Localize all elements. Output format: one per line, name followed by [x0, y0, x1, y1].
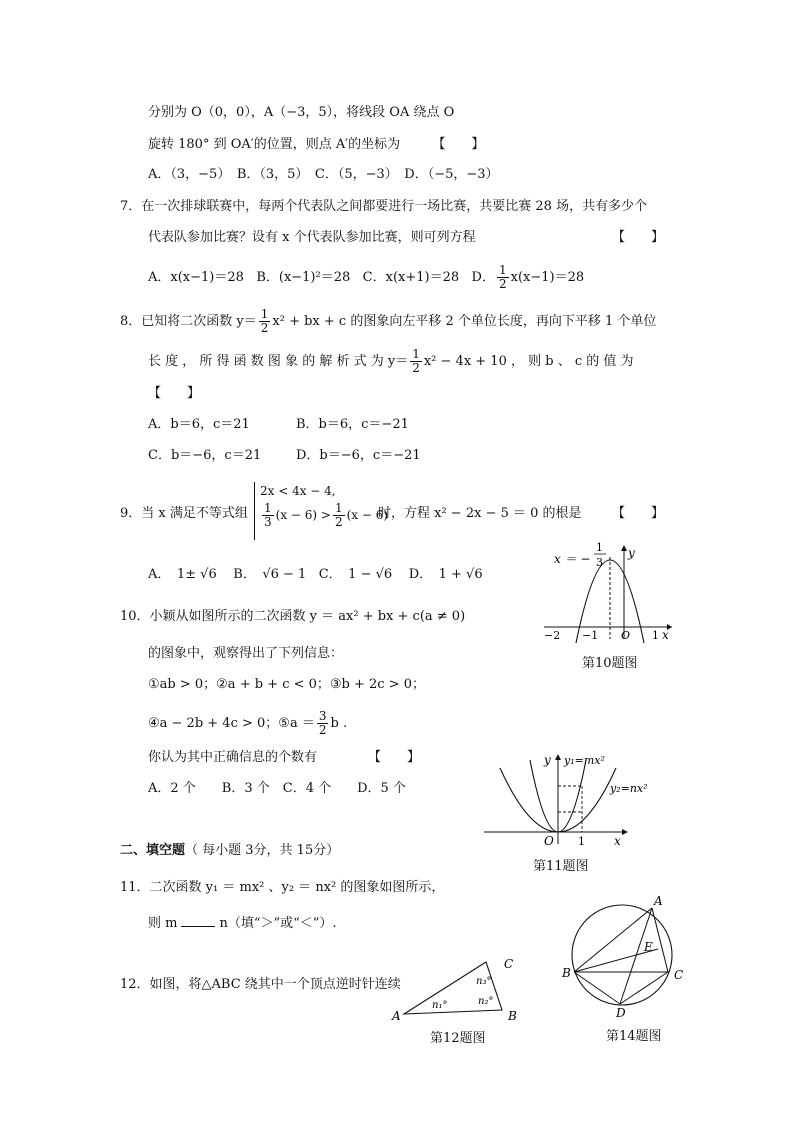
fig12-angle-n1: n₁°	[432, 1000, 448, 1011]
q7-line2: 代表队参加比赛？设有 x 个代表队参加比赛，则可列方程	[148, 230, 476, 245]
figure-14	[560, 893, 690, 1018]
q8-line1	[120, 308, 656, 335]
q7-frac-num: 1	[498, 263, 507, 277]
fig11-curve2-label: y₂=nx²	[610, 782, 648, 795]
fig11-x-label: x	[614, 834, 621, 848]
fig10-axis-num: 1	[596, 541, 603, 554]
q9-system-brace	[254, 482, 255, 540]
fig10-tick-1: 1	[652, 629, 659, 642]
fig11-x-arrow	[622, 829, 628, 835]
fig14-segment-bd	[574, 972, 620, 1004]
q8-pre: 8．已知将二次函数 y＝	[120, 314, 257, 329]
section-2-heading	[120, 842, 339, 860]
q10-frac-num: 3	[318, 709, 327, 723]
q8-line2-pre: 长 度 ， 所 得 函 数 图 象 的 解 析 式 为 y＝	[148, 354, 409, 369]
q11-line1: 11．二次函数 y₁ ＝ mx² 、y₂ ＝ nx² 的图象如图所示，	[120, 880, 445, 895]
q7-option-c: C．x(x+1)＝28	[362, 270, 460, 285]
q8-line2-fraction	[410, 348, 422, 375]
q9-option-d: D． 1 + √6	[408, 567, 483, 582]
q9-frac-b-num: 1	[334, 501, 343, 515]
q9-option-b: B． √6 − 1	[233, 567, 307, 582]
fig14-label-e: E	[644, 940, 653, 954]
q8-frac-den: 2	[260, 321, 269, 335]
fig14-label-c: C	[674, 968, 684, 982]
q7-answer-bracket: 【 】	[612, 230, 665, 245]
q9-frac-b	[333, 502, 345, 529]
q11-line2-post: n（填“＞”或“＜”）.	[219, 916, 337, 931]
q7-line1: 7．在一次排球联赛中，每两个代表队之间都要进行一场比赛，共要比赛 28 场，共有多少个	[120, 199, 648, 214]
q11-line2-pre: 则 m	[148, 916, 178, 931]
fig10-y-arrow	[621, 545, 627, 551]
q10-line3: ①ab > 0；②a + b + c < 0；③b + 2c > 0；	[148, 677, 426, 692]
q7-option-d-suffix: x(x−1)＝28	[510, 270, 585, 285]
fig10-tick-neg2: −2	[544, 629, 561, 642]
q11-answer-blank[interactable]	[181, 926, 215, 927]
q9-inequality-1: 2x < 4x − 4,	[260, 484, 336, 498]
fig11-caption: 第11题图	[533, 859, 589, 874]
q6-line2-text: 旋转 180° 到 OA′的位置，则点 A′的坐标为	[148, 137, 401, 152]
q7-frac-den: 2	[498, 277, 507, 291]
q8-option-c: C．b＝−6，c＝21	[148, 448, 262, 463]
q8-fraction	[259, 308, 271, 335]
q6-options: A．（3，−5） B．（3，5） C．（5，−3） D．（−5，−3）	[148, 167, 499, 182]
fig14-circle	[572, 905, 672, 1005]
q10-line4	[148, 710, 347, 737]
q9-ineq2-end: (x − 6)	[346, 508, 389, 522]
q9-answer-bracket: 【 】	[612, 506, 665, 521]
fig10-caption: 第10题图	[582, 656, 638, 671]
q10-answer-bracket: 【 】	[368, 750, 421, 765]
q7-options	[148, 264, 584, 291]
fig12-label-a: A	[392, 1009, 401, 1023]
fig10-x-label: x	[662, 628, 669, 642]
q9-inequality-2	[260, 502, 388, 529]
q9-option-a: A． 1± √6	[148, 567, 217, 582]
fig11-origin: O	[544, 834, 554, 848]
q10-options: A．2 个 B．3 个 C．4 个 D．5 个	[148, 781, 406, 796]
fig12-angle-n3: n₃°	[476, 976, 492, 987]
q10-fraction	[317, 710, 329, 737]
fig10-y-label: y	[628, 546, 635, 560]
q8-line2	[148, 348, 634, 375]
figure-12	[386, 948, 526, 1023]
fig11-curve1-label: y₁=mx²	[564, 754, 605, 767]
q9-pre: 9．当 x 满足不等式组	[120, 506, 248, 521]
q9-frac-b-den: 2	[334, 515, 343, 529]
q6-line2	[148, 136, 484, 154]
q10-line2: 的图象中，观察得出了下列信息：	[148, 646, 344, 661]
q7-option-d-fraction	[497, 264, 509, 291]
section-2-note: （ 每小题 3分，共 15分）	[185, 843, 340, 858]
q9-frac-a-den: 3	[264, 515, 272, 529]
figure-10	[540, 535, 680, 645]
fig14-label-b: B	[562, 966, 571, 980]
q10-line5: 你认为其中正确信息的个数有	[148, 750, 318, 765]
fig14-segment-ac	[652, 908, 668, 972]
q8-option-a: A．b＝6，c＝21	[148, 417, 250, 432]
fig14-segment-ab	[574, 908, 652, 972]
q10-frac-den: 2	[318, 723, 327, 737]
q8-answer-bracket: 【 】	[148, 386, 201, 401]
q12-line1: 12．如图，将△ABC 绕其中一个顶点逆时针连续	[120, 977, 401, 992]
q8-line2-post: x² − 4x + 10 ， 则 b 、 c 的 值 为	[423, 354, 634, 369]
fig11-tick-1: 1	[578, 835, 585, 848]
fig12-label-c: C	[504, 957, 514, 971]
q10-line4-pre: ④a − 2b + 4c > 0；⑤a ＝	[148, 716, 315, 731]
q9-options	[148, 566, 483, 584]
fig12-label-b: B	[508, 1009, 517, 1023]
fig10-tick-neg1: −1	[582, 629, 599, 642]
q6-answer-bracket: 【 】	[432, 137, 485, 152]
fig10-axis-label: x ＝ −	[554, 552, 591, 566]
q8-frac-num: 1	[260, 307, 269, 321]
q7-option-b: B．(x−1)²＝28	[256, 270, 351, 285]
fig10-axis-den: 3	[596, 556, 603, 569]
q8-option-d: D．b＝−6，c＝−21	[296, 448, 421, 463]
q9-ineq2-mid: (x − 6) >	[275, 508, 331, 522]
fig11-y-label: y	[544, 753, 551, 767]
q6-line1: 分别为 O（0，0），A（−3，5），将线段 OA 绕点 O	[148, 105, 455, 120]
q8-mid: x² + bx + c 的图象向左平移 2 个单位长度，再向下平移 1 个单位	[272, 314, 657, 329]
q9-frac-a-num: 1	[264, 501, 272, 515]
fig14-segment-ad	[620, 908, 652, 1004]
fig14-label-a: A	[654, 894, 663, 908]
fig12-angle-n2: n₂°	[478, 996, 494, 1007]
q8-line2-frac-den: 2	[412, 361, 420, 375]
q7-option-d-prefix: D．	[471, 270, 495, 285]
q8-line2-frac-num: 1	[412, 347, 420, 361]
q11-line2	[148, 915, 337, 933]
fig14-label-d: D	[616, 1006, 626, 1018]
fig12-caption: 第12题图	[430, 1031, 486, 1046]
figure-11	[480, 748, 670, 848]
fig14-segment-cd	[620, 972, 668, 1004]
q7-option-a: A．x(x−1)＝28	[148, 270, 244, 285]
q10-line1: 10．小颖从如图所示的二次函数 y ＝ ax² + bx + c(a ≠ 0)	[120, 609, 466, 624]
q9-option-c: C． 1 − √6	[318, 567, 393, 582]
q10-line4-post: b .	[330, 716, 348, 731]
section-2-title: 二、填空题	[120, 843, 186, 858]
q8-option-b: B．b＝6，c＝−21	[296, 417, 409, 432]
q9-frac-a	[262, 502, 274, 529]
fig14-caption: 第14题图	[606, 1029, 662, 1044]
fig11-y-arrow	[555, 754, 561, 760]
fig10-origin: O	[621, 629, 631, 642]
q9-post: 时，方程 x² − 2x − 5 ＝ 0 的根是	[378, 506, 582, 521]
